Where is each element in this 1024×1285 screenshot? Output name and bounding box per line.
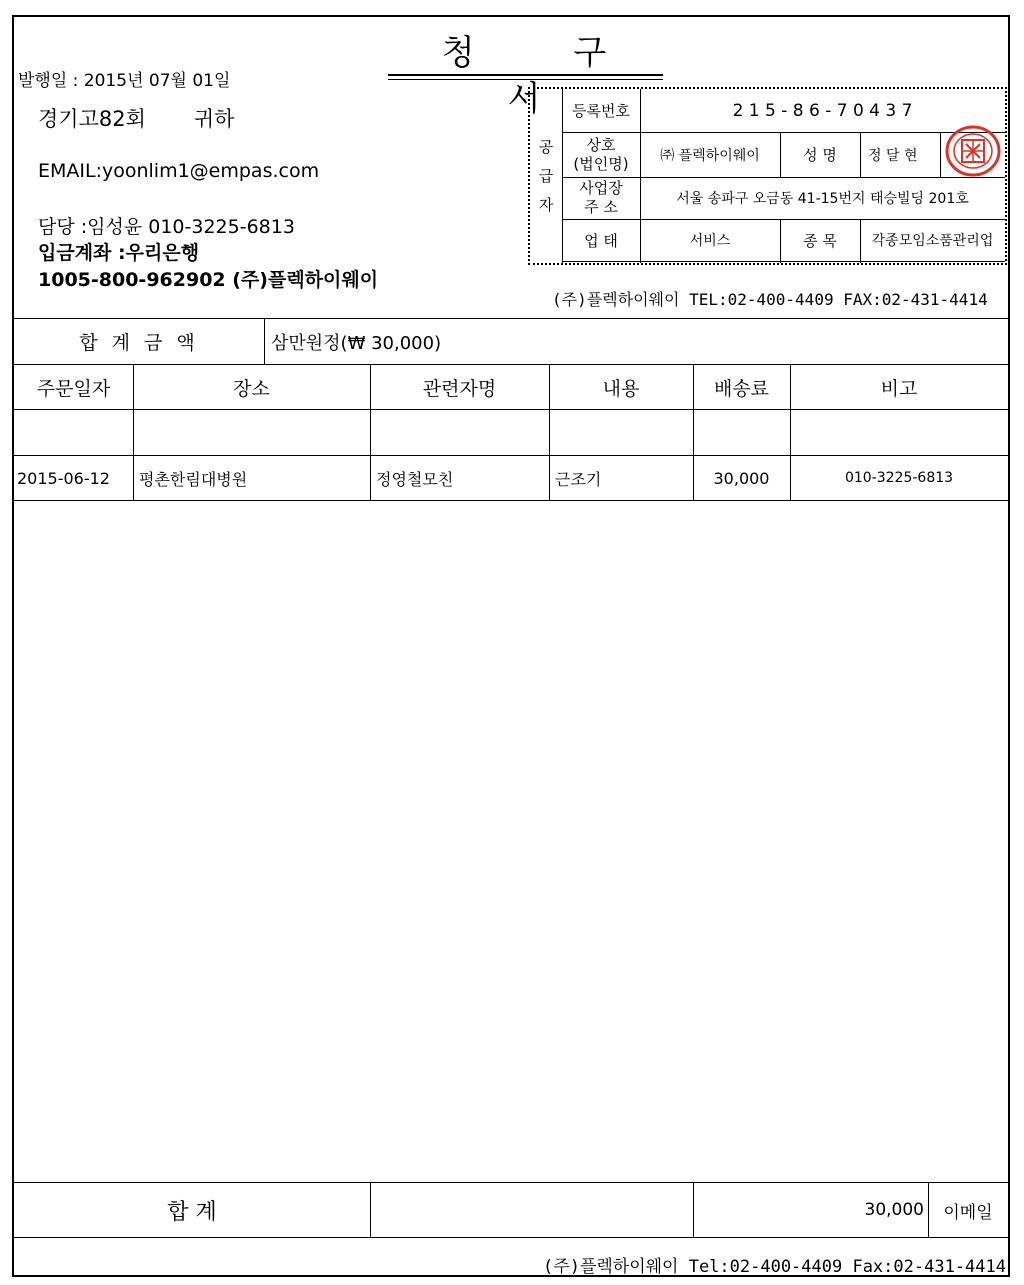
supplier-side-label [530, 89, 562, 263]
company-label-1: 상호 [586, 135, 616, 154]
summary-fee-total: 30,000 [864, 1200, 924, 1220]
supplier-contact: (주)플렉하이웨이 TEL:02-400-4409 FAX:02-431-4414 [552, 290, 988, 309]
business-type: 서비스 [689, 233, 731, 249]
row-place: 평촌한림대병원 [139, 469, 248, 489]
row-content: 근조기 [555, 469, 602, 489]
address-label [562, 177, 640, 219]
supplier-box [528, 87, 1007, 265]
business-item: 각종모임소품관리업 [871, 233, 994, 249]
document-title: 청 구 서 [441, 33, 651, 119]
reg-no-label: 등록번호 [572, 102, 630, 120]
business-label: 업 태 [584, 231, 618, 250]
issue-date: 발행일 : 2015년 07월 01일 [18, 71, 231, 91]
summary-note: 이메일 [943, 1202, 993, 1223]
total-amount-text: 삼만원정(₩ 30,000) [271, 332, 442, 354]
recipient [38, 103, 234, 133]
row-date: 2015-06-12 [17, 468, 110, 488]
recipient-email: EMAIL:yoonlim1@empas.com [38, 160, 320, 182]
reg-no: 2 1 5 - 8 6 - 7 0 4 3 7 [732, 100, 913, 121]
recipient-honorific: 귀하 [193, 107, 235, 131]
address: 서울 송파구 오금동 41-15번지 태승빌딩 201호 [676, 191, 969, 207]
recipient-name: 경기고82회 [38, 107, 146, 131]
side-label-2: 급 [538, 166, 554, 185]
side-label-1: 공 [538, 137, 554, 156]
item-label: 종 목 [803, 231, 837, 250]
total-amount-label: 합 계 금 액 [79, 332, 199, 354]
address-label-1: 사업장 [579, 179, 623, 197]
side-label-3: 자 [538, 195, 554, 214]
row-note: 010-3225-6813 [844, 470, 954, 486]
col-header-content: 내용 [602, 377, 640, 400]
company-seal-icon [944, 124, 1002, 178]
representative-name: 정 달 현 [868, 147, 918, 164]
address-label-2: 주 소 [584, 198, 618, 216]
company-name: ㈜ 플렉하이웨이 [660, 147, 760, 164]
footer-contact: (주)플렉하이웨이 Tel:02-400-4409 Fax:02-431-4414 [543, 1257, 1006, 1277]
col-header-person: 관련자명 [422, 377, 497, 400]
col-header-note: 비고 [880, 377, 918, 400]
row-person: 정영철모친 [376, 469, 454, 489]
name-label: 성 명 [803, 146, 837, 164]
bank-account: 1005-800-962902 (주)플렉하이웨이 [38, 269, 379, 291]
summary-label: 합 계 [167, 1199, 217, 1225]
title-underline-2 [388, 79, 663, 80]
title-underline [388, 74, 663, 76]
company-label [562, 132, 640, 177]
row-fee: 30,000 [713, 468, 770, 488]
bank-name: 입금계좌 :우리은행 [38, 242, 200, 264]
manager-contact: 담당 :임성윤 010-3225-6813 [38, 216, 295, 238]
col-header-fee: 배송료 [713, 377, 770, 400]
col-header-place: 장소 [233, 377, 270, 400]
company-label-2: (법인명) [573, 154, 629, 173]
col-header-date: 주문일자 [36, 377, 111, 400]
